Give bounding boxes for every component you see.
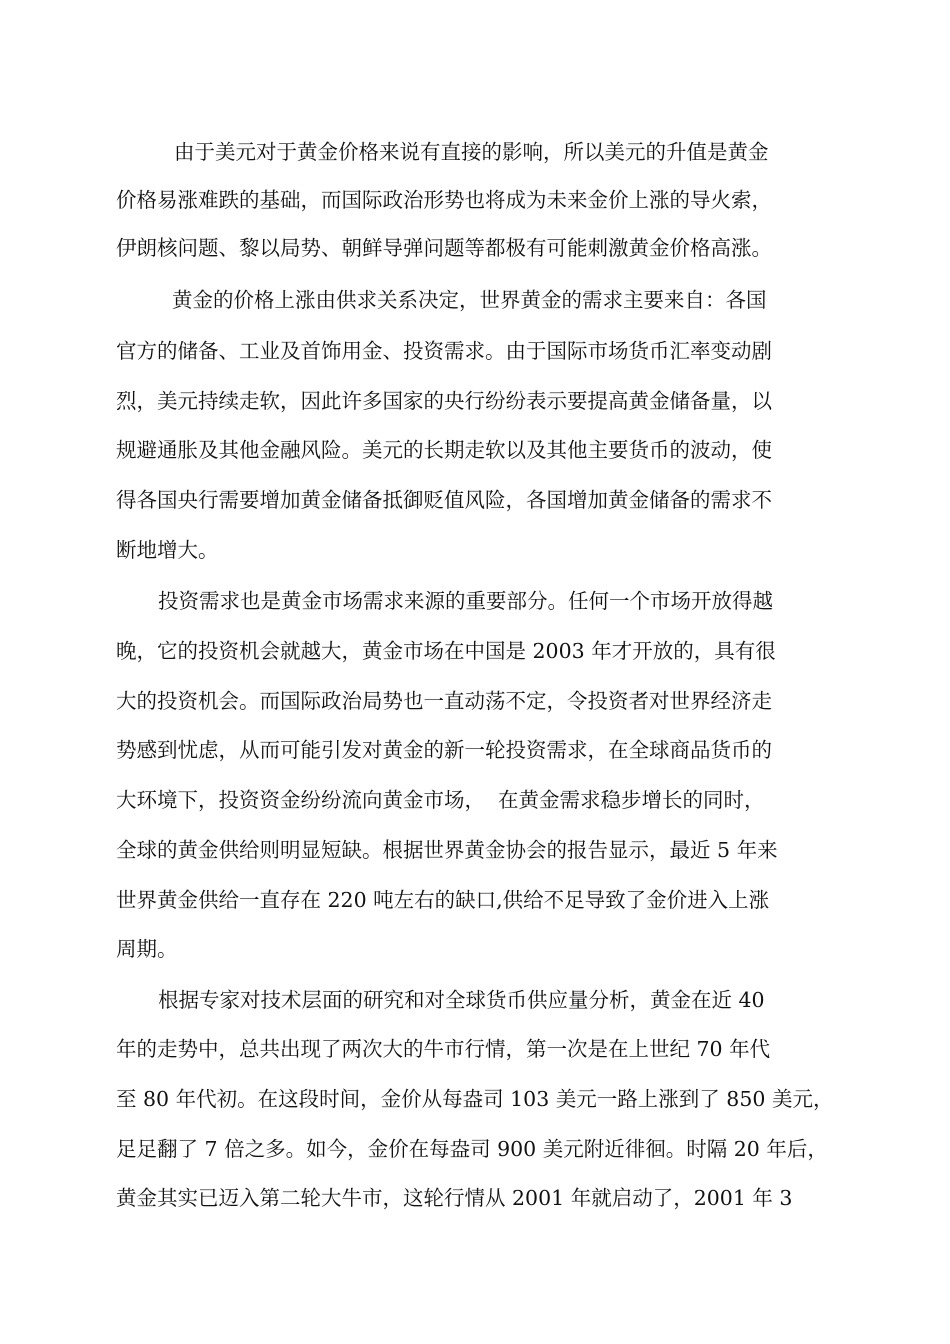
text-line: 黄金其实已迈入第二轮大牛市，这轮行情从 2001 年就启动了，2001 年 3 — [116, 1186, 793, 1210]
text-line: 晚，它的投资机会就越大，黄金市场在中国是 2003 年才开放的，具有很 — [116, 639, 776, 663]
text-line: 官方的储备、工业及首饰用金、投资需求。由于国际市场货币汇率变动剧 — [116, 339, 772, 363]
text-line: 根据专家对技术层面的研究和对全球货币供应量分析，黄金在近 40 — [158, 988, 765, 1012]
text-line: 足足翻了 7 倍之多。如今，金价在每盎司 900 美元附近徘徊。时隔 20 年后， — [116, 1137, 828, 1161]
text-line: 断地增大。 — [116, 538, 219, 562]
text-line: 周期。 — [116, 937, 178, 961]
text-line: 大的投资机会。而国际政治局势也一直动荡不定，令投资者对世界经济走 — [116, 689, 772, 713]
text-line: 规避通胀及其他金融风险。美元的长期走软以及其他主要货币的波动，使 — [116, 438, 772, 462]
text-line: 大环境下，投资资金纷纷流向黄金市场， 在黄金需求稳步增长的同时， — [116, 788, 765, 812]
text-line: 全球的黄金供给则明显短缺。根据世界黄金协会的报告显示，最近 5 年来 — [116, 838, 778, 862]
text-line: 年的走势中，总共出现了两次大的牛市行情，第一次是在上世纪 70 年代 — [116, 1037, 771, 1061]
text-line: 势感到忧虑，从而可能引发对黄金的新一轮投资需求，在全球商品货币的 — [116, 738, 772, 762]
text-line: 至 80 年代初。在这段时间，金价从每盎司 103 美元一路上涨到了 850 美元， — [116, 1087, 834, 1111]
text-line: 由于美元对于黄金价格来说有直接的影响，所以美元的升值是黄金 — [174, 140, 769, 164]
text-line: 伊朗核问题、黎以局势、朝鲜导弹问题等都极有可能刺激黄金价格高涨。 — [116, 236, 772, 260]
text-line: 烈，美元持续走软，因此许多国家的央行纷纷表示要提高黄金储备量，以 — [116, 389, 772, 413]
text-line: 投资需求也是黄金市场需求来源的重要部分。任何一个市场开放得越 — [158, 589, 773, 613]
text-line: 得各国央行需要增加黄金储备抵御贬值风险，各国增加黄金储备的需求不 — [116, 488, 772, 512]
text-line: 黄金的价格上涨由供求关系决定，世界黄金的需求主要来自：各国 — [172, 288, 767, 312]
text-line: 世界黄金供给一直存在 220 吨左右的缺口,供给不足导致了金价进入上涨 — [116, 888, 770, 912]
text-line: 价格易涨难跌的基础，而国际政治形势也将成为未来金价上涨的导火索， — [116, 188, 772, 212]
